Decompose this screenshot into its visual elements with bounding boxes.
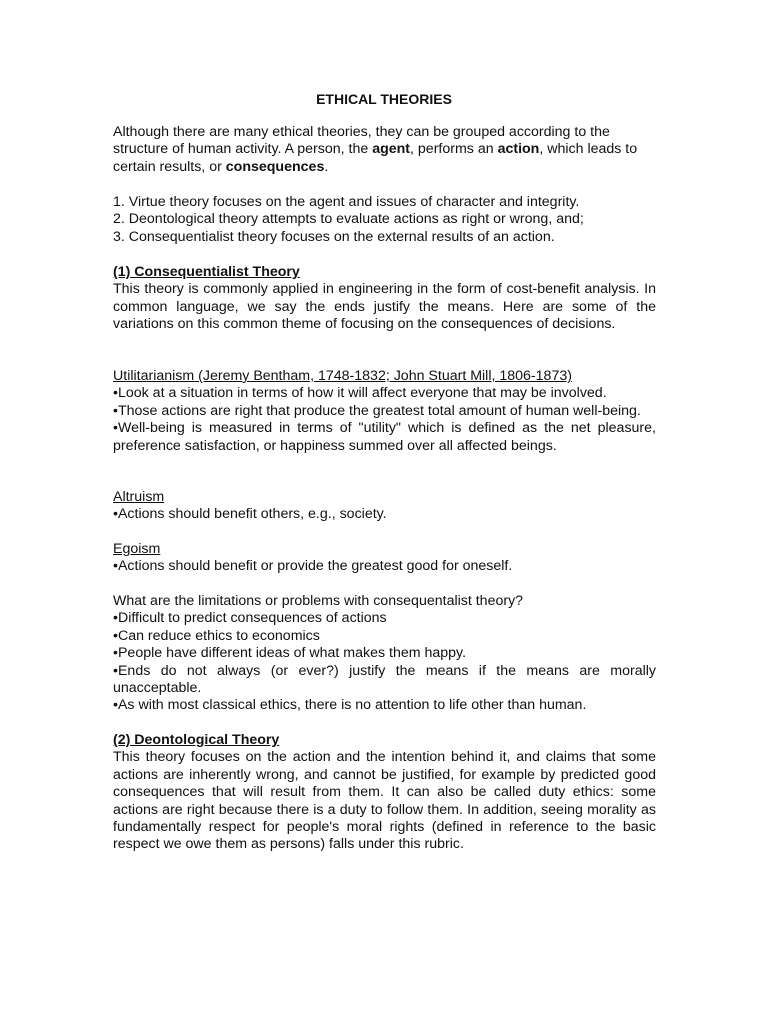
altruism-bullet: •Actions should benefit others, e.g., society. (113, 506, 387, 523)
intro-action-term: action (497, 141, 540, 158)
consequentialist-body: This theory is commonly applied in engineering in the form of cost-benefit analysis. In common language, we say the ends justify the means. Here are some of the variations on this common theme of focusing on the consequences of decisions. (113, 281, 656, 333)
utilitarianism-section (113, 368, 656, 455)
egoism-section (113, 541, 656, 576)
utilitarianism-heading: Utilitarianism (Jeremy Bentham, 1748-1832; John Stuart Mill, 1806-1873) (113, 368, 572, 384)
intro-text-2: , performs an (410, 141, 498, 158)
limitations-bullet: •Difficult to predict consequences of actions (113, 610, 387, 627)
deontological-body: This theory focuses on the action and the intention behind it, and claims that some actions are inherently wrong, and cannot be justified, for example by predicted good consequences that will result from them. It can also be called duty ethics: some actions are right because there is a duty to follow them. In addition, seeing morality as fundamentally respect for people's moral rights (defined in reference to the basic respect we owe them as persons) falls under this rubric. (113, 749, 656, 853)
theory-list (113, 194, 656, 246)
utilitarianism-bullet: •Those actions are right that produce the greatest total amount of human well-being. (113, 402, 641, 419)
intro-agent-term: agent (372, 141, 411, 158)
altruism-heading: Altruism (113, 489, 165, 505)
utilitarianism-bullet: •Well-being is measured in terms of "utility" which is defined as the net pleasure, preference satisfaction, or happiness summed over all affected beings. (113, 420, 656, 454)
egoism-heading: Egoism (113, 541, 161, 557)
egoism-bullet: •Actions should benefit or provide the greatest good for oneself. (113, 558, 513, 575)
deontological-section (113, 732, 656, 854)
limitations-bullet: •Can reduce ethics to economics (113, 627, 320, 644)
limitations-section (113, 593, 656, 715)
limitations-bullet: •Ends do not always (or ever?) justify the means if the means are morally unacceptable. (113, 662, 656, 697)
deontological-heading: (2) Deontological Theory (113, 732, 280, 748)
theory-list-item: 3. Consequentialist theory focuses on the external results of an action. (113, 228, 555, 245)
utilitarianism-bullet: •Look at a situation in terms of how it will affect everyone that may be involved. (113, 385, 607, 402)
altruism-section (113, 489, 656, 524)
intro-paragraph (113, 124, 656, 176)
limitations-question: What are the limitations or problems with consequentalist theory? (113, 593, 524, 609)
consequentialist-heading: (1) Consequentialist Theory (113, 264, 300, 280)
intro-text-1: Although there are many ethical theories, they can be grouped according to the structure of human activity. A person, the (113, 124, 610, 158)
theory-list-item: 2. Deontological theory attempts to evaluate actions as right or wrong, and; (113, 211, 584, 228)
intro-text-3: , which leads to certain results, or (113, 141, 638, 175)
theory-list-item: 1. Virtue theory focuses on the agent and issues of character and integrity. (113, 194, 580, 210)
consequentialist-section (113, 264, 656, 334)
limitations-bullet: •People have different ideas of what makes them happy. (113, 645, 467, 662)
limitations-bullet: •As with most classical ethics, there is no attention to life other than human. (113, 697, 587, 714)
document-title: ETHICAL THEORIES (316, 91, 452, 107)
intro-text-4: . (324, 158, 329, 175)
intro-consequences-term: consequences (225, 158, 325, 175)
